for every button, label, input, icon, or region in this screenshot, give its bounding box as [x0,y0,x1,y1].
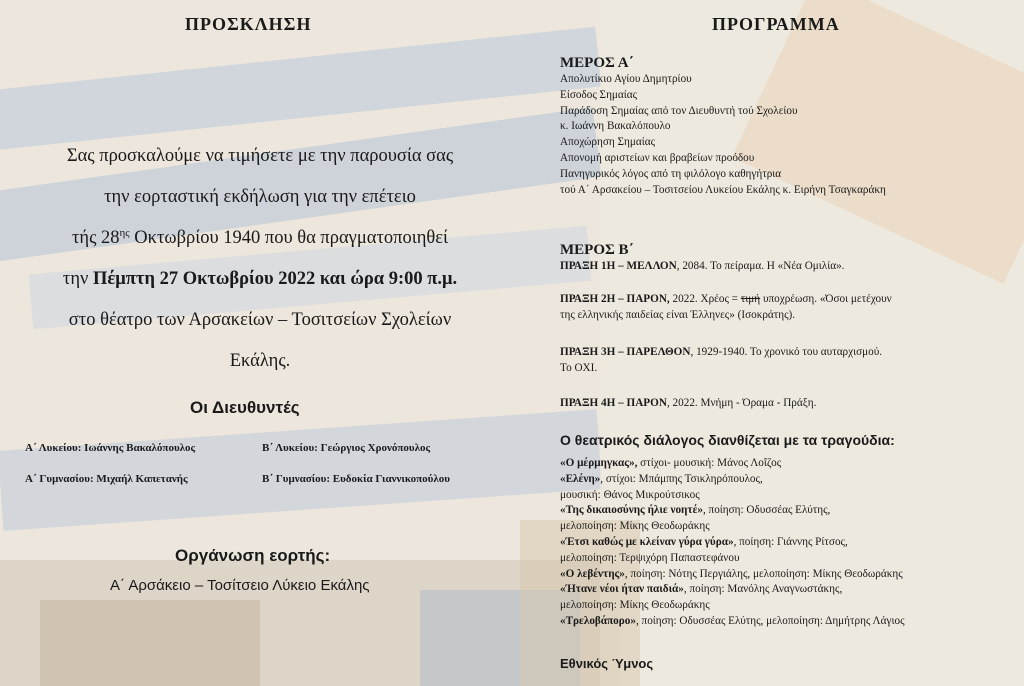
event-date: Πέμπτη 27 Οκτωβρίου 2022 και ώρα 9:00 π.μ. [93,269,458,289]
part-a-item: τού Α΄ Αρσακείου – Τοσιτσείου Λυκείου Εκάλης κ. Ειρήνη Τσαγκαράκη [560,183,886,196]
act-1: ΠΡΑΞΗ 1Η – ΜΕΛΛΟΝ, 2084. Το πείραμα. Η «Νέα Ομιλία». [560,260,845,272]
part-a-item: κ. Ιωάννη Βακαλόπουλο [560,120,671,133]
part-a-item: Είσοδος Σημαίας [560,88,638,101]
song-item: «Της δικαιοσύνης ήλιε νοητέ», ποίηση: Οδυσσέας Ελύτης, [560,504,831,517]
invitation-title: ΠΡΟΣΚΛΗΣΗ [185,14,312,34]
national-anthem: Εθνικός Ύμνος [560,656,654,671]
program-title: ΠΡΟΓΡΑΜΜΑ [712,14,840,34]
part-b-heading: ΜΕΡΟΣ Β΄ [560,242,634,258]
act-4: ΠΡΑΞΗ 4Η – ΠΑΡΟΝ, 2022. Μνήμη - Όραμα - Πράξη. [560,397,817,409]
part-a-item: Παράδοση Σημαίας από τον Διευθυντή τού Σχολείου [560,104,798,117]
organization-text: Α΄ Αρσάκειο – Τοσίτσειο Λύκειο Εκάλης [110,577,370,594]
program-part-b [560,241,1020,275]
director-gym-a: Α΄ Γυμνασίου: Μιχαήλ Καπετανής [25,473,188,485]
part-a-item: Απολυτίκιο Αγίου Δημητρίου [560,73,692,85]
invitation-line-5: στο θέατρο των Αρσακείων – Τοσιτσείων Σχολείων [68,310,452,330]
director-gym-b: Β΄ Γυμνασίου: Ευδοκία Γιαννικοπούλου [262,473,450,485]
song-item: «Τρελοβάπορο», ποίηση: Οδυσσέας Ελύτης, μελοποίηση: Δημήτρης Λάγιος [560,614,905,627]
invitation-line-6: Εκάλης. [229,351,291,371]
song-item: «Ήτανε νέοι ήταν παιδιά», ποίηση: Μανόλης Αναγνωστάκης, [560,583,843,596]
invitation-line-2: την εορταστική εκδήλωση για την επέτειο [104,187,416,207]
songs-heading: Ο θεατρικός διάλογος διανθίζεται με τα τραγούδια: [560,432,895,448]
program-songs: Ο θεατρικός διάλογος διανθίζεται με τα τραγούδια: «Ο μέρμηγκας», στίχοι- μουσική: Μάνος Λοΐζος «Ελένη», στίχοι: Μπάμπης Τσικληρόπουλος, μουσική: Θάνος Μικρούτσικος «Της δικαιοσύνης ήλιε νοητέ», ποίηση: Οδυσσέας Ελύτης, μελοποίηση: Μίκης Θεοδωράκης «Έτσι καθώς με κλείναν γύρα γύρα», ποίηση: Γιάννης Ρίτσος, μελοποίηση: Τερψιχόρη Παπαστεφάνου «Ο λεβέντης», ποίηση: Νότης Περγιάλης, μελοποίηση: Μίκης Θεοδωράκης «Ήτανε νέοι ήταν παιδιά», ποίηση: Μανόλης Αναγνωστάκης, μελοποίηση: Μίκης Θεοδωράκης «Τρελοβάπορο», ποίηση: Οδυσσέας Ελύτης, μελοποίηση: Δημήτρης Λάγιος [560,430,1020,630]
part-a-item: Πανηγυρικός λόγος από τη φιλόλογο καθηγήτρια [560,167,782,180]
song-item: «Ο λεβέντης», ποίηση: Νότης Περγιάλης, μελοποίηση: Μίκης Θεοδωράκης [560,567,903,580]
organization-heading: Οργάνωση εορτής: [175,546,331,565]
part-a-item: Αποχώρηση Σημαίας [560,136,656,149]
song-item: «Έτσι καθώς με κλείναν γύρα γύρα», ποίηση: Γιάννης Ρίτσος, [560,535,848,548]
song-item: «Ελένη», στίχοι: Μπάμπης Τσικληρόπουλος, [560,472,763,485]
program-part-a [560,54,1020,198]
part-a-heading: ΜΕΡΟΣ Α΄ [560,55,634,71]
invitation-text [10,136,510,372]
act-2: ΠΡΑΞΗ 2Η – ΠΑΡΟΝ, 2022. Χρέος = τιμή υποχρέωση. «Όσοι μετέχουν της ελληνικής παιδείας είναι Έλληνες» (Ισοκράτης). [560,293,892,321]
invitation-line-3: τής $28^{\eta\varsigma}$ Οκτωβρίου 1940 που θα πραγματοποιηθεί [71,227,448,248]
director-lyceum-b: Β΄ Λυκείου: Γεώργιος Χρονόπουλος [262,442,431,454]
song-item: «Ο μέρμηγκας», στίχοι- μουσική: Μάνος Λοΐζος [560,457,782,469]
invitation-line-1: Σας προσκαλούμε να τιμήσετε με την παρουσία σας [66,146,454,166]
act-3: ΠΡΑΞΗ 3Η – ΠΑΡΕΛΘΟΝ, 1929-1940. Το χρονικό του αυταρχισμού. Το ΟΧΙ. [560,346,883,374]
directors-heading: Οι Διευθυντές [190,398,300,417]
director-lyceum-a: Α΄ Λυκείου: Ιωάννης Βακαλόπουλος [25,442,196,454]
part-a-item: Απονομή αριστείων και βραβείων προόδου [560,151,755,164]
invitation-line-4: την Πέμπτη 27 Οκτωβρίου 2022 και ώρα 9:00 π.μ. [62,269,458,289]
